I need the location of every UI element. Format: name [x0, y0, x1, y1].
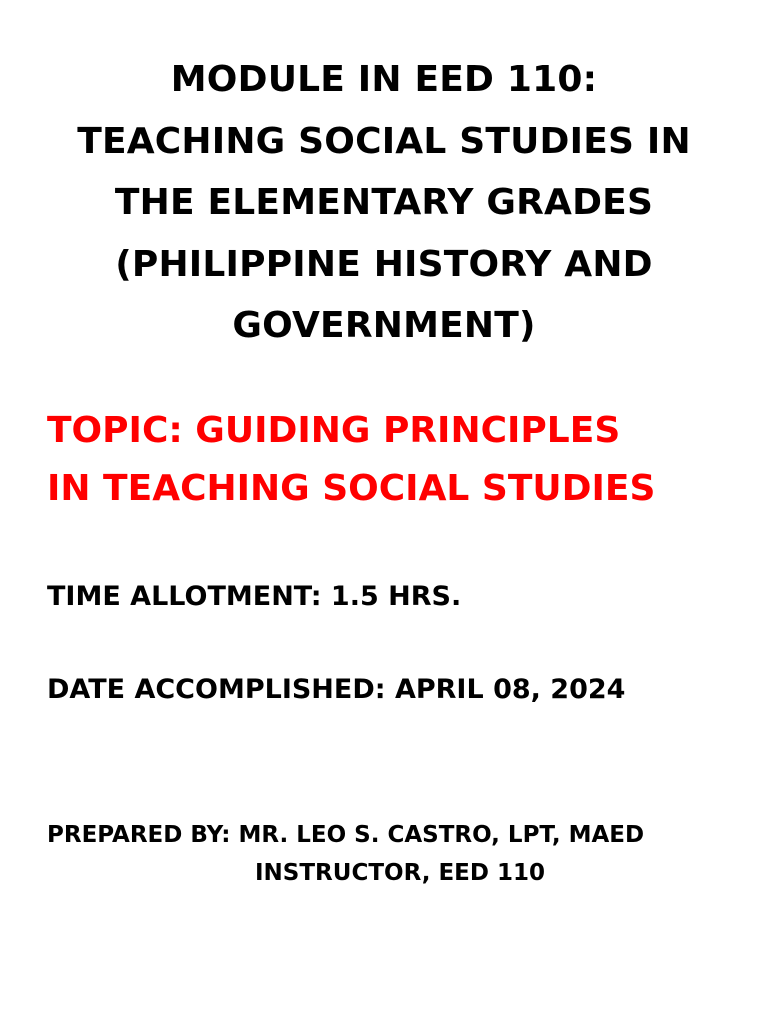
title-line-3: THE ELEMENTARY GRADES [114, 182, 654, 223]
time-allotment: TIME ALLOTMENT: 1.5 HRS. [47, 581, 462, 612]
prepared-by: PREPARED BY: MR. LEO S. CASTRO, LPT, MAED [47, 822, 645, 848]
title-line-4: (PHILIPPINE HISTORY AND [115, 243, 653, 285]
topic-line-1: TOPIC: GUIDING PRINCIPLES [47, 410, 621, 451]
module-title [0, 49, 768, 357]
instructor-line: INSTRUCTOR, EED 110 [255, 860, 545, 886]
title-line-2: TEACHING SOCIAL STUDIES IN [77, 120, 691, 162]
title-line-5: GOVERNMENT) [232, 305, 536, 346]
title-line-1: MODULE IN EED 110: [170, 59, 598, 100]
topic-line-2: IN TEACHING SOCIAL STUDIES [47, 468, 656, 509]
prepared-by-block [47, 816, 644, 892]
topic-heading [47, 402, 747, 518]
date-accomplished: DATE ACCOMPLISHED: APRIL 08, 2024 [47, 674, 626, 705]
